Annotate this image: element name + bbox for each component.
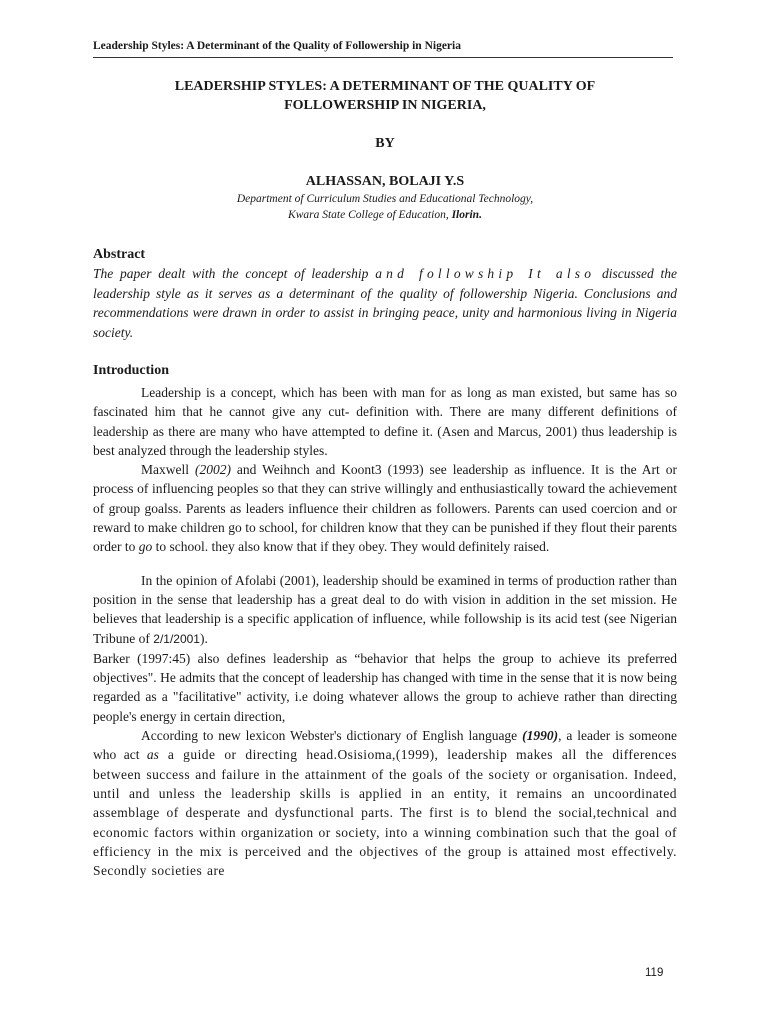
intro-paragraph-3 [93,571,677,649]
author-name: ALHASSAN, BOLAJI Y.S [305,174,465,189]
college-name: Kwara State College of Education, [288,209,449,221]
intro-paragraph-2 [93,460,677,556]
abstract-text-end: discussed the leadership style as it serves as a determinant of the quality of followership Nigeria. Conclusions and recommendations were drawn in order to assist in bringing peace, unity and harmonious living in Nigeria society. [93,266,677,340]
p5-year: (1990) [522,728,559,744]
page-number: 119 [645,967,664,979]
p2-text-a: Maxwell [141,462,195,478]
intro-paragraph-1: Leadership is a concept, which has been with man for as long as man existed, but same has so fascinated him that he cannot give any cut- definition with. There are many different definitions of leadership as there are many who have attempted to define it. (Asen and Marcus, 2001) thus leadership is best analyzed through the leadership styles. [93,385,677,458]
p5-text-c: a guide or directing head.Osisioma,(1999), leadership makes all the differences between success and failure in the attainment of the goals of the society or organisation. Indeed, until and unless the leadership skills is applied in an entity, it remains an uncoordinated assemblage of desperate and dysfunctional parts. The first is to blend the social,technical and economic factors within organization or society, into a winning combination such that the goal of efficiency in the mix is perceived and the objectives of the group is attained most effectively. Secondly societies are [93,747,677,879]
byline: BY [375,136,395,151]
p3-text-a: In the opinion of Afolabi (2001), leadership should be examined in terms of production rather than position in the sense that leadership has a great deal to do with vision in addition in the set mission. He believes that leadership is a specific application of influence, while followship is its acid test (see Nigerian Tribune of [93,572,677,646]
title-line-2: FOLLOWERSHIP IN NIGERIA, [284,98,486,113]
p5-text-b: , a leader is someone who act [93,728,677,763]
p3-text-b: ). [199,630,208,646]
intro-paragraph-5 [93,726,677,880]
author-department: Department of Curriculum Studies and Educational Technology, [236,193,534,205]
p2-text-b: and Weihnch and Koont3 (1993) see leadership as influence. It is the Art or process of influencing peoples so that they can strive willingly and enthusiastically toward the achievement of group goalss. Parents as leaders influence their children as followers. Parents can used coercion and or reward to make children go to school, for children know that they can be punished if they flout their parents order to [93,462,677,555]
paper-title [93,77,677,115]
p5-text-a: According to new lexicon Webster's dictionary of English language [141,728,523,744]
author-institution [93,207,677,223]
abstract-heading: Abstract [93,247,146,262]
abstract-spaced-text: and followship It also [375,266,596,281]
abstract-text-start: The paper dealt with the concept of leadership [93,266,376,281]
title-line-1: LEADERSHIP STYLES: A DETERMINANT OF THE QUALITY OF [174,79,596,94]
running-header: Leadership Styles: A Determinant of the Quality of Followership in Nigeria [93,40,461,52]
introduction-heading: Introduction [93,363,169,378]
paper-page [93,38,677,880]
p2-go: go [138,539,153,555]
p5-as: as [146,747,159,763]
p3-date: 2/1/2001 [153,631,200,646]
header-rule [93,57,673,58]
intro-paragraph-4: Barker (1997:45) also defines leadership as “behavior that helps the group to achieve its preferred objectives". He admits that the concept of leadership has changed with time in the sense that it is now being regarded as a "facilitative" activity, i.e doing whatever allows the group to achieve rather than directing people's energy in certain direction, [93,650,677,724]
abstract-body [93,264,677,342]
p2-text-c: to school. they also know that if they obey. They would definitely raised. [152,539,550,555]
p2-year: (2002) [194,462,231,478]
college-city: Ilorin. [451,209,482,221]
